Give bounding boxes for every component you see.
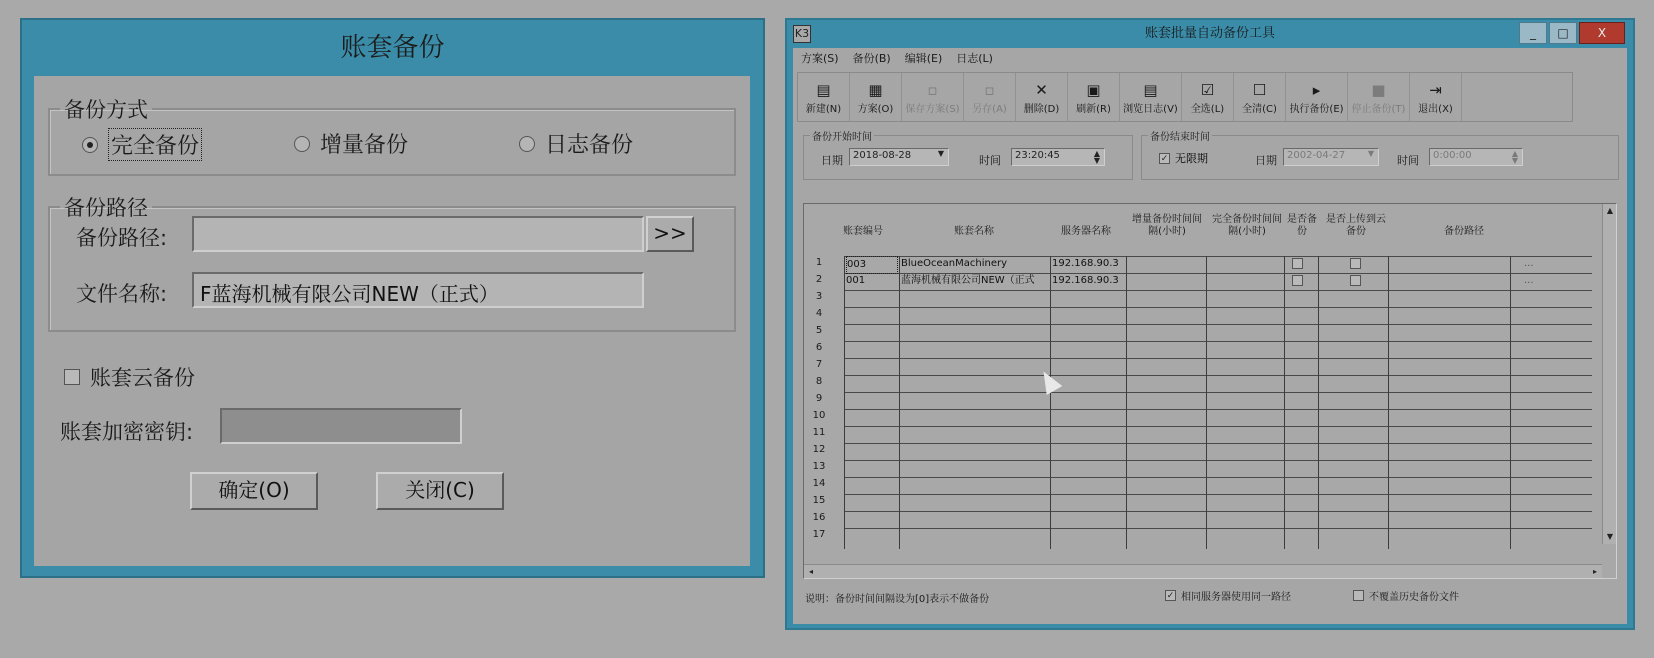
- toolbar-button-refresh[interactable]: [1068, 73, 1120, 121]
- toolbar-button-label: 另存(A): [972, 103, 1007, 115]
- unlimited-checkbox[interactable]: [1159, 150, 1208, 166]
- no-overwrite-label: 不覆盖历史备份文件: [1369, 592, 1459, 603]
- radio-label: 完全备份: [108, 128, 202, 161]
- end-date-value: 2002-04-27: [1287, 150, 1346, 161]
- radio-icon: [294, 136, 310, 152]
- toolbar-button-label: 全选(L): [1190, 103, 1225, 115]
- row-number: 17: [812, 529, 826, 540]
- row-divider: [844, 307, 1592, 308]
- column-header-cloud-upload[interactable]: 是否上传到云备份: [1326, 214, 1386, 237]
- row-number: 6: [815, 342, 823, 353]
- checkbox-do-backup[interactable]: [1292, 258, 1303, 269]
- toolbar-button-label: 新建(N): [805, 103, 842, 115]
- cell-name[interactable]: BlueOceanMachinery: [901, 258, 1008, 269]
- start-date-value: 2018-08-28: [853, 150, 912, 161]
- row-divider: [844, 528, 1592, 529]
- window-client: [793, 48, 1627, 624]
- row-divider: [844, 477, 1592, 478]
- column-divider: [1050, 256, 1051, 549]
- row-divider: [844, 290, 1592, 291]
- row-number: 15: [812, 495, 826, 506]
- toolbar-button-label: 浏览日志(V): [1123, 103, 1178, 115]
- row-number: 7: [815, 359, 823, 370]
- radio-label: 日志备份: [545, 133, 634, 158]
- start-time-picker[interactable]: [1011, 148, 1105, 166]
- start-date-picker[interactable]: [849, 148, 949, 166]
- cell-code[interactable]: 003: [846, 256, 898, 274]
- end-date-picker[interactable]: [1283, 148, 1379, 166]
- no-overwrite-checkbox[interactable]: [1353, 588, 1459, 603]
- ok-button[interactable]: 确定(O): [190, 472, 318, 510]
- end-time-label: 时间: [1397, 154, 1419, 167]
- browse-path-button[interactable]: ...: [1524, 275, 1534, 286]
- row-divider: [844, 358, 1592, 359]
- cell-server[interactable]: 192.168.90.3: [1052, 258, 1119, 269]
- checkbox-do-backup[interactable]: [1292, 275, 1303, 286]
- cell-server[interactable]: 192.168.90.3: [1052, 275, 1119, 286]
- maximize-button[interactable]: □: [1549, 22, 1577, 44]
- column-divider: [1206, 256, 1207, 549]
- cloud-backup-label: 账套云备份: [90, 366, 195, 390]
- column-divider: [844, 256, 845, 549]
- spinner-icon: ▲ ▼: [1511, 149, 1519, 165]
- radio-full-backup[interactable]: [82, 128, 202, 161]
- dropdown-arrow-icon: ▼: [937, 149, 945, 158]
- toolbar-button-select-all[interactable]: [1182, 73, 1234, 121]
- toolbar-button-label: 停止备份(T): [1351, 103, 1406, 115]
- toolbar-button-save[interactable]: [902, 73, 964, 121]
- window-title: 账套批量自动备份工具: [1144, 26, 1275, 41]
- toolbar-button-log[interactable]: [1120, 73, 1182, 121]
- column-divider: [899, 256, 900, 549]
- same-path-label: 相同服务器使用同一路径: [1181, 592, 1291, 603]
- row-divider: [844, 324, 1592, 325]
- refresh-icon: ▣: [1086, 80, 1101, 99]
- row-number: 13: [812, 461, 826, 472]
- toolbar-button-label: 保存方案(S): [905, 103, 960, 115]
- dropdown-arrow-icon: ▼: [1367, 149, 1375, 158]
- toolbar-button-run[interactable]: [1286, 73, 1348, 121]
- toolbar-button-save-as[interactable]: [964, 73, 1016, 121]
- file-name-input[interactable]: F蓝海机械有限公司NEW（正式）: [192, 272, 644, 308]
- checkbox-icon: [1353, 590, 1364, 601]
- toolbar-button-delete[interactable]: [1016, 73, 1068, 121]
- backup-path-group: [48, 192, 736, 332]
- scroll-right-icon[interactable]: ▸: [1592, 567, 1597, 576]
- row-number: 2: [815, 274, 823, 285]
- stop-icon: ■: [1371, 80, 1386, 99]
- exit-icon: ⇥: [1429, 80, 1442, 99]
- end-time-legend: 备份结束时间: [1150, 132, 1210, 143]
- toolbar-button-label: 退出(X): [1418, 103, 1453, 115]
- radio-incremental-backup[interactable]: [294, 128, 408, 159]
- minimize-button[interactable]: _: [1519, 22, 1547, 44]
- save-as-icon: ▫: [984, 80, 995, 99]
- menu-scheme[interactable]: 方案(S): [801, 52, 839, 65]
- end-time-value: 0:00:00: [1433, 150, 1472, 161]
- new-icon: ▤: [816, 80, 831, 99]
- checkbox-checked-icon: ✓: [1166, 591, 1175, 601]
- end-time-group: [1141, 128, 1619, 180]
- row-number: 8: [815, 376, 823, 387]
- row-number: 9: [815, 393, 823, 404]
- end-time-picker[interactable]: [1429, 148, 1523, 166]
- backup-path-label: 备份路径:: [76, 226, 168, 250]
- radio-selected-icon: [82, 137, 98, 153]
- account-grid[interactable]: [803, 203, 1617, 579]
- menu-log[interactable]: 日志(L): [956, 52, 993, 65]
- app-icon: K3: [793, 25, 811, 43]
- row-number: 4: [815, 308, 823, 319]
- row-divider: [844, 460, 1592, 461]
- row-number: 10: [812, 410, 826, 421]
- row-divider: [844, 443, 1592, 444]
- end-date-label: 日期: [1255, 154, 1277, 167]
- encrypt-key-label: 账套加密密钥:: [60, 420, 194, 444]
- radio-log-backup[interactable]: [519, 128, 633, 159]
- toolbar-button-label: 刷新(R): [1076, 103, 1111, 115]
- column-header-backup-path[interactable]: 备份路径: [1444, 226, 1484, 237]
- toolbar: [797, 72, 1573, 122]
- menu-edit[interactable]: 编辑(E): [904, 52, 943, 65]
- log-icon: ▤: [1143, 80, 1158, 99]
- backup-path-input[interactable]: [192, 216, 644, 252]
- scheme-icon: ▦: [868, 80, 883, 99]
- start-time-value: 23:20:45: [1015, 150, 1060, 161]
- row-divider: [844, 494, 1592, 495]
- start-date-label: 日期: [821, 154, 843, 167]
- dialog-title: 账套备份: [340, 33, 445, 63]
- row-divider: [844, 392, 1592, 393]
- row-divider: [844, 511, 1592, 512]
- clear-all-icon: ☐: [1252, 80, 1267, 99]
- toolbar-button-scheme[interactable]: [850, 73, 902, 121]
- row-number: 5: [815, 325, 823, 336]
- column-header-code[interactable]: 账套编号: [843, 226, 883, 237]
- backup-dialog: [20, 18, 765, 578]
- row-divider: [844, 409, 1592, 410]
- file-name-label: 文件名称:: [76, 282, 168, 306]
- backup-mode-legend: 备份方式: [64, 98, 148, 122]
- start-time-label: 时间: [979, 154, 1001, 167]
- row-number: 12: [812, 444, 826, 455]
- column-header-full-interval[interactable]: 完全备份时间间隔(小时): [1212, 214, 1282, 237]
- horizontal-scrollbar[interactable]: [804, 564, 1602, 578]
- column-header-server[interactable]: 服务器名称: [1061, 226, 1111, 237]
- cell-name[interactable]: 蓝海机械有限公司NEW（正式: [901, 275, 1035, 286]
- column-header-name[interactable]: 账套名称: [954, 226, 994, 237]
- checkbox-icon: [64, 369, 80, 385]
- unlimited-label: 无限期: [1175, 152, 1208, 165]
- dialog-body: [34, 76, 750, 566]
- browse-button[interactable]: >>: [646, 216, 694, 252]
- column-divider: [1126, 256, 1127, 549]
- scroll-left-icon[interactable]: ◂: [808, 567, 813, 576]
- toolbar-button-new[interactable]: [798, 73, 850, 121]
- checkbox-cloud-upload[interactable]: [1350, 275, 1361, 286]
- radio-label: 增量备份: [320, 133, 409, 158]
- scroll-up-icon[interactable]: ▲: [1606, 206, 1614, 215]
- menu-backup[interactable]: 备份(B): [852, 52, 891, 65]
- row-number: 14: [812, 478, 826, 489]
- encrypt-key-input[interactable]: [220, 408, 462, 444]
- toolbar-button-label: 执行备份(E): [1289, 103, 1344, 115]
- scroll-down-icon[interactable]: ▼: [1606, 532, 1614, 541]
- menu-bar: [793, 48, 1627, 70]
- vertical-scrollbar[interactable]: [1602, 204, 1616, 544]
- column-header-incremental-interval[interactable]: 增量备份时间间隔(小时): [1132, 214, 1202, 237]
- select-all-icon: ☑: [1200, 80, 1215, 99]
- browse-path-button[interactable]: ...: [1524, 258, 1534, 269]
- toolbar-button-stop[interactable]: [1348, 73, 1410, 121]
- window-close-button[interactable]: X: [1579, 22, 1625, 44]
- row-divider: [844, 426, 1592, 427]
- cell-code[interactable]: 001: [846, 275, 866, 286]
- column-divider: [1510, 256, 1511, 549]
- toolbar-button-exit[interactable]: [1410, 73, 1462, 121]
- column-divider: [1318, 256, 1319, 549]
- radio-icon: [519, 136, 535, 152]
- row-number: 1: [815, 257, 823, 268]
- same-path-checkbox[interactable]: [1165, 588, 1291, 603]
- toolbar-button-label: 删除(D): [1023, 103, 1060, 115]
- delete-icon: ✕: [1035, 80, 1048, 99]
- close-button[interactable]: 关闭(C): [376, 472, 504, 510]
- row-divider: [844, 375, 1592, 376]
- run-icon: ▸: [1312, 80, 1321, 99]
- backup-path-legend: 备份路径: [64, 196, 148, 220]
- column-divider: [1284, 256, 1285, 549]
- spinner-icon: ▲ ▼: [1093, 149, 1101, 165]
- column-divider: [1388, 256, 1389, 549]
- column-header-do-backup[interactable]: 是否备份: [1287, 214, 1317, 237]
- toolbar-button-clear-all[interactable]: [1234, 73, 1286, 121]
- toolbar-button-label: 全清(C): [1242, 103, 1277, 115]
- cloud-backup-checkbox[interactable]: [64, 362, 195, 392]
- footer-note: 说明：备份时间间隔设为[0]表示不做备份: [805, 594, 990, 605]
- save-icon: ▫: [927, 80, 938, 99]
- start-time-legend: 备份开始时间: [812, 132, 872, 143]
- row-number: 11: [812, 427, 826, 438]
- row-number: 16: [812, 512, 826, 523]
- row-divider: [844, 341, 1592, 342]
- row-number: 3: [815, 291, 823, 302]
- checkbox-checked-icon: ✓: [1160, 153, 1169, 164]
- batch-backup-window: [785, 18, 1635, 630]
- checkbox-cloud-upload[interactable]: [1350, 258, 1361, 269]
- toolbar-button-label: 方案(O): [857, 103, 894, 115]
